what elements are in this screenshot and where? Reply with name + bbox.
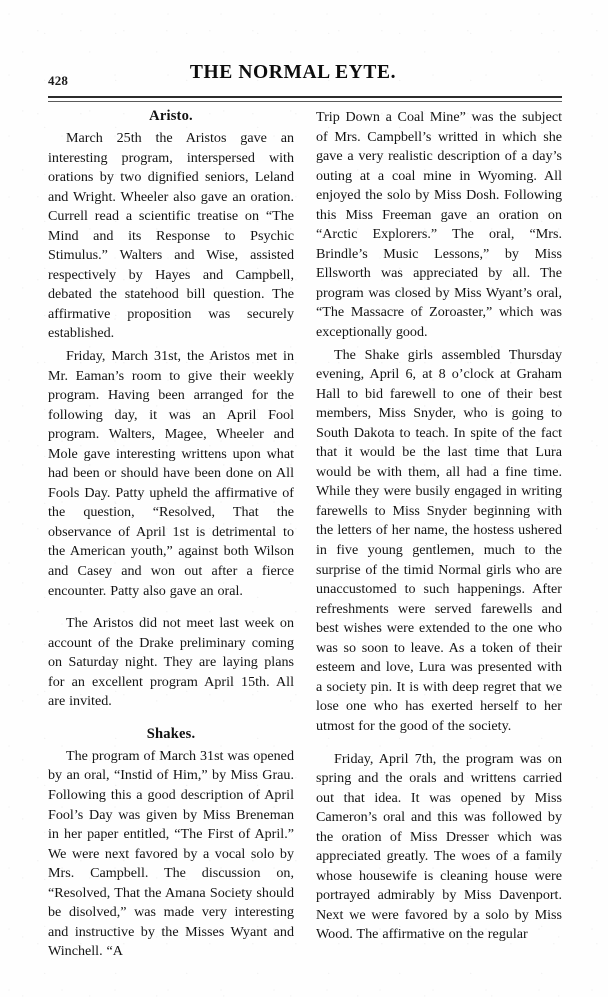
paragraph: Friday, March 31st, the Aristos met in Mr. Eaman’s room to give their weekly program. Having been arranged for the following day, it was an April Fool program. Walters, Magee, Wheeler and Mole gave interesting writtens upon what had been or should have been done on All Fools Day. Patty upheld the affirmative of the question, “Resolved, That the observance of April 1st is detrimental to the American youth,” against both Wilson and Casey and won out after a fierce encounter. Patty also gave an oral. bbox=[48, 348, 294, 599]
paragraph: The program of March 31st was opened by an oral, “Instid of Him,” by Miss Grau. Following this a good description of April Fool’s Day was given by Miss Breneman in her paper entitled, “The First of April.” We were next favored by a vocal solo by Mrs. Campbell. The discussion on, “Resolved, That the Amana Society should be disolved,” was made very interesting and instructive by the Misses Wyant and Winchell. “A bbox=[48, 747, 294, 960]
paragraph: The Aristos did not meet last week on account of the Drake preliminary coming on Saturday night. They are laying plans for an excellent program April 15th. All are invited. bbox=[48, 615, 294, 710]
journal-title: THE NORMAL EYTE. bbox=[189, 62, 397, 83]
section-heading-shakes: Shakes. bbox=[146, 725, 196, 742]
right-column bbox=[316, 108, 562, 988]
left-column bbox=[48, 108, 294, 988]
paragraph: Friday, April 7th, the program was on spring and the orals and writtens carried out that idea. It was opened by Miss Cameron’s oral and this was followed by the oration of Miss Dresser which was appreciated greatly. The woes of a family whose housewife is cleaning house were portrayed admirably by Miss Davenport. Next we were favored by a solo by Miss Wood. The affirmative on the regular bbox=[316, 750, 562, 943]
paragraph: The Shake girls assembled Thursday evening, April 6, at 8 o’clock at Graham Hall to bid farewell to one of their best members, Miss Snyder, who is going to South Dakota to teach. In spite of the fact that it would be the last time that Lura would be with them, all had a fine time. While they were busily engaged in writing farewells to Miss Snyder beginning with the letters of her name, the hostess ushered in five young gentlemen, much to the surprise of the timid Normal girls who are unaccustomed to such happenings. After refreshments were served farewells and best wishes were extended to the one who was so soon to leave. As a token of their esteem and love, Lura was presented with a society pin. It is with deep regret that we lose one who has exerted herself to her utmost for the good of the society. bbox=[316, 346, 562, 734]
body-columns bbox=[48, 108, 562, 988]
paragraph: March 25th the Aristos gave an interesting program, interspersed with orations by two dignified seniors, Leland and Wright. Wheeler also gave an oration. Currell read a scientific treatise on “The Mind and its Response to Psychic Stimulus.” Walters and Wise, assisted respectively by Hayes and Campbell, debated the statehood bill question. The affirmative proposition was securely established. bbox=[48, 130, 294, 342]
paragraph: Trip Down a Coal Mine” was the subject of Mrs. Campbell’s writted in which she gave a very realistic description of a day’s outing at a coal mine in Wyoming. All enjoyed the solo by Miss Dosh. Following this Miss Freeman gave an oration on “Arctic Explorers.” The oral, “Mrs. Brindle’s Music Lessons,” by Miss Ellsworth was appreciated by all. The program was closed by Miss Wyant’s oral, “The Massacre of Zoroaster,” which was exceptionally good. bbox=[316, 109, 562, 341]
page-number: 428 bbox=[48, 73, 69, 88]
page-masthead bbox=[48, 62, 562, 92]
header-rule-thick bbox=[48, 96, 562, 98]
section-heading-aristo: Aristo. bbox=[149, 108, 193, 124]
header-rule-thin bbox=[48, 101, 562, 102]
